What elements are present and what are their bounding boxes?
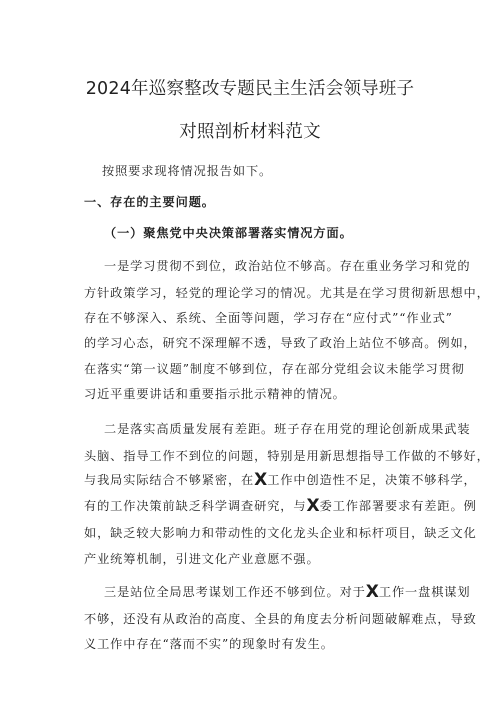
paragraph-line: 一是学习贯彻不到位，政治站位不够高。存在重业务学习和党的	[104, 259, 471, 273]
paragraph-line: 习近平重要讲话和重要指示批示精神的情况。	[84, 387, 346, 401]
paragraph-line: 二是落实高质量发展有差距。班子存在用党的理论创新成果武装	[104, 422, 471, 436]
line-segment: 委工作部署要求有差距。例	[319, 499, 477, 513]
line-segment: 工作中创造性不足，决策不够科学，	[267, 473, 477, 487]
subsection-heading: （一）聚焦党中央决策部署落实情况方面。	[104, 226, 353, 240]
placeholder-x: X	[254, 470, 268, 490]
placeholder-x: X	[306, 496, 320, 516]
paragraph-line: 在落实“第一议题”制度不够到位，存在部分党组会议未能学习贯彻	[84, 362, 465, 376]
paragraph-line: 如，缺乏较大影响力和带动性的文化龙头企业和标杆项目，缺乏文化	[84, 526, 477, 540]
line-segment: 有的工作决策前缺乏科学调查研究，与	[84, 499, 307, 513]
paragraph-line	[84, 496, 477, 516]
paragraph-line: 义工作中存在“落而不实”的现象时有发生。	[84, 637, 334, 651]
intro-text: 按照要求现将情况报告如下。	[102, 164, 273, 178]
section-heading: 一、存在的主要问题。	[84, 195, 215, 209]
paragraph-line: 头脑、指导工作不到位的问题，特别是用新思想指导工作做的不够好，	[84, 449, 490, 463]
document-title-line1: 2024年巡察整改专题民主生活会领导班子	[85, 79, 415, 99]
placeholder-x: X	[365, 582, 379, 602]
paragraph-line: 的学习心态，研究不深理解不透，导致了政治上站位不够高。例如，	[84, 336, 477, 350]
paragraph-line: 产业统筹机制，引进文化产业意愿不强。	[84, 552, 320, 566]
paragraph-line: 方针政策学习，轻党的理论学习的情况。尤其是在学习贯彻新思想中，	[84, 286, 490, 300]
paragraph-line	[104, 582, 470, 602]
paragraph-line: 存在不够深入、系统、全面等问题，学习存在“应付式”“作业式”	[84, 311, 453, 325]
line-segment: 工作一盘棋谋划	[378, 585, 471, 599]
line-segment: 与我局实际结合不够紧密，在	[84, 473, 255, 487]
document-title-line2: 对照剖析材料范文	[179, 122, 321, 142]
paragraph-line	[84, 470, 477, 490]
line-segment: 三是站位全局思考谋划工作还不够到位。对于	[104, 585, 366, 599]
paragraph-line: 不够，还没有从政治的高度、全县的角度去分析问题破解难点，导致	[84, 612, 477, 626]
